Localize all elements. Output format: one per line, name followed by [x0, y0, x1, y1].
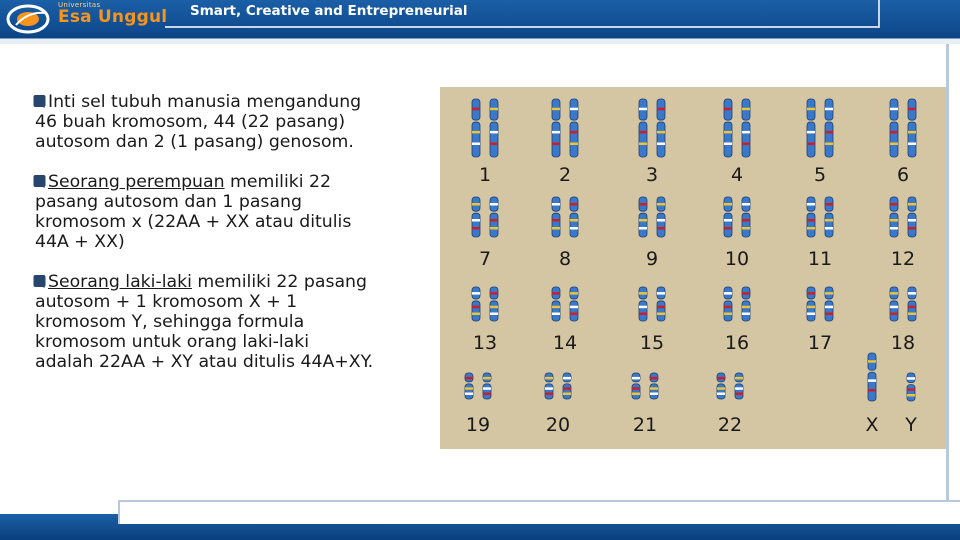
chromosome-label: 3: [645, 164, 659, 186]
chromosome-label: 7: [478, 248, 492, 270]
chromosome: [570, 287, 578, 321]
chromosome: [807, 99, 815, 157]
chromosome-label: 6: [896, 164, 910, 186]
footer-frame: [118, 500, 960, 524]
logo-name: Esa Unggul: [58, 7, 168, 27]
chromosome: [639, 287, 647, 321]
chromosome: [807, 287, 815, 321]
chromosome: [657, 197, 665, 237]
chromosome-label: 11: [807, 248, 833, 270]
chromosome-label: 12: [890, 248, 916, 270]
chromosome-label: 15: [639, 332, 665, 354]
bullet-list: [33, 92, 413, 392]
bullet-2-line-4: 44A + XX): [35, 232, 125, 252]
chromosome: [552, 287, 560, 321]
chromosome: [490, 287, 498, 321]
chromosome-label: 4: [730, 164, 744, 186]
header-tagline: Smart, Creative and Entrepreneurial: [190, 3, 468, 19]
chromosome: [890, 287, 898, 321]
bullet-3-line-3: kromosom Y, sehingga formula: [35, 312, 305, 332]
chromosome: [490, 197, 498, 237]
chromosome: [890, 99, 898, 157]
chromosome: [724, 287, 732, 321]
karyotype-image: [440, 87, 946, 449]
chromosome: [563, 373, 571, 399]
bullet-1-line-2: 46 buah kromosom, 44 (22 pasang): [35, 112, 346, 132]
bullet-3-underlined: Seorang laki-laki: [48, 272, 192, 292]
chromosome-label: Y: [905, 414, 917, 436]
bullet-marker-icon: [33, 94, 46, 108]
chromosome: [465, 373, 473, 399]
chromosome: [657, 99, 665, 157]
chromosome-label: 16: [724, 332, 750, 354]
chromosome-label: 2: [558, 164, 572, 186]
chromosome: [650, 373, 658, 399]
chromosome-label: 17: [807, 332, 833, 354]
bullet-3-line-5: adalah 22AA + XY atau ditulis 44A+XY.: [35, 352, 374, 372]
chromosome-label: 22: [717, 414, 743, 436]
chromosome-label: 5: [813, 164, 827, 186]
chromosome-label: X: [865, 414, 879, 436]
karyotype-figure: [440, 87, 946, 449]
chromosome: [908, 197, 916, 237]
chromosome: [890, 197, 898, 237]
chromosome: [908, 287, 916, 321]
bullet-3-line-1: memiliki 22 pasang: [191, 272, 367, 292]
logo-small-text: Universitas: [58, 1, 101, 9]
chromosome: [742, 197, 750, 237]
chromosome-label: 8: [558, 248, 572, 270]
chromosome: [657, 287, 665, 321]
bullet-item-3: [33, 272, 413, 372]
chromosome: [825, 99, 833, 157]
chromosome: [735, 373, 743, 399]
bullet-item-2: [33, 172, 413, 252]
bullet-2-line-2: pasang autosom dan 1 pasang: [35, 192, 302, 212]
chromosome: [724, 197, 732, 237]
chromosome: [490, 99, 498, 157]
bullet-2-underlined: Seorang perempuan: [48, 172, 225, 192]
chromosome: [483, 373, 491, 399]
chromosome: [570, 99, 578, 157]
chromosome-label: 14: [552, 332, 578, 354]
right-border: [946, 44, 949, 514]
chromosome: [570, 197, 578, 237]
chromosome-label: 19: [465, 414, 491, 436]
chromosome-label: 9: [645, 248, 659, 270]
bullet-3-line-4: kromosom untuk orang laki-laki: [35, 332, 310, 352]
chromosome: [807, 197, 815, 237]
chromosome: [724, 99, 732, 157]
chromosome: [742, 99, 750, 157]
bullet-2-line-1: memiliki 22: [224, 172, 332, 192]
chromosome-label: 10: [724, 248, 750, 270]
chromosome-label: 20: [545, 414, 571, 436]
chromosome: [639, 197, 647, 237]
header-stripe: [0, 38, 960, 44]
university-logo-icon: [6, 3, 54, 35]
bullet-1-line-1: Inti sel tubuh manusia mengandung: [48, 92, 362, 112]
chromosome: [552, 197, 560, 237]
chromosome: [717, 373, 725, 399]
chromosome: [632, 373, 640, 399]
chromosome: [908, 99, 916, 157]
bullet-3-line-2: autosom + 1 kromosom X + 1: [35, 292, 298, 312]
bullet-marker-icon: [33, 274, 46, 288]
chromosome-label: 21: [632, 414, 658, 436]
chromosome: [472, 99, 480, 157]
chromosome: [907, 373, 915, 401]
chromosome-label: 18: [890, 332, 916, 354]
chromosome-label: 1: [478, 164, 492, 186]
chromosome-label: 13: [472, 332, 498, 354]
chromosome: [639, 99, 647, 157]
chromosome: [825, 287, 833, 321]
bullet-1-line-3: autosom dan 2 (1 pasang) genosom.: [35, 132, 354, 152]
bullet-2-line-3: kromosom x (22AA + XX atau ditulis: [35, 212, 352, 232]
chromosome: [552, 99, 560, 157]
chromosome: [472, 197, 480, 237]
chromosome: [825, 197, 833, 237]
chromosome: [545, 373, 553, 399]
chromosome: [472, 287, 480, 321]
chromosome: [868, 353, 876, 401]
bullet-item-1: [33, 92, 413, 152]
chromosome: [742, 287, 750, 321]
bullet-marker-icon: [33, 174, 46, 188]
